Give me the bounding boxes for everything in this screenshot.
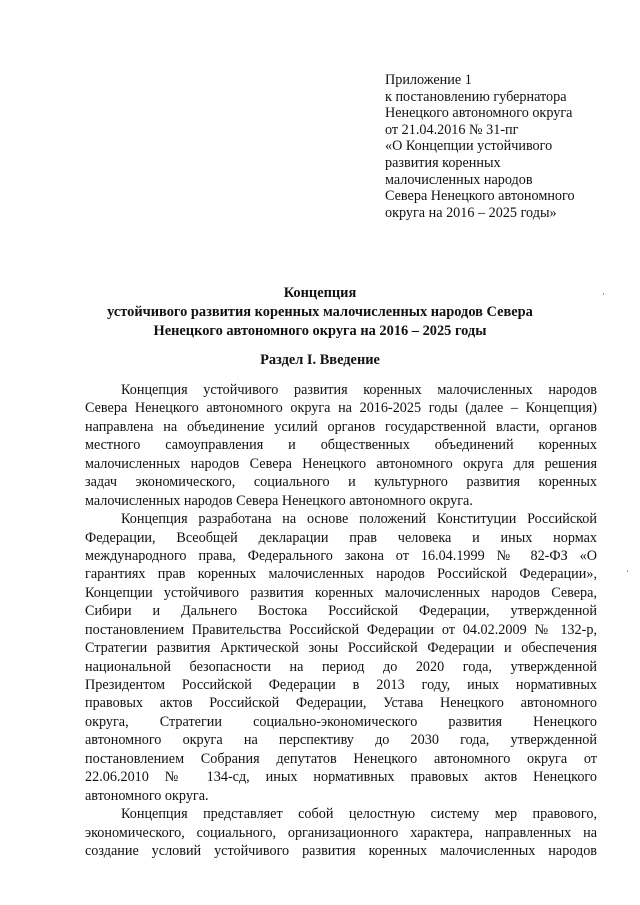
appendix-header [385, 72, 615, 221]
body-line: Сибири и Дальнего Востока Российской Федерации, утвержденной [85, 603, 597, 620]
title-line: Ненецкого автономного округа на 2016 – 2025 годы [153, 323, 487, 339]
body-line: экономического, социального, организационного характера, направленных на [85, 824, 597, 841]
scan-speck [627, 570, 628, 572]
appendix-line: к постановлению губернатора [385, 88, 567, 105]
body-line: автономного округа на перспективу до 2030 года, утвержденной [85, 732, 597, 749]
body-line: автономного округа. [85, 787, 209, 804]
title-line: Концепция [283, 285, 357, 301]
body-line: постановлением Собрания депутатов Ненецкого автономного округа от [85, 750, 597, 767]
appendix-line: Севера Ненецкого автономного [385, 188, 575, 205]
body-line: гарантиях прав коренных малочисленных народов Российской Федерации», [85, 566, 597, 583]
body-line: направлена на объединение усилий органов государственной власти, органов [85, 418, 597, 435]
body-line: постановлением Правительства Российской Федерации от 04.02.2009 № 132-р, [85, 621, 597, 638]
appendix-line: Ненецкого автономного округа [385, 105, 573, 122]
body-line: округа, Стратегии социально-экономического развития Ненецкого [85, 713, 597, 730]
body-line: национальной безопасности на период до 2020 года, утвержденной [85, 658, 597, 675]
body-line: Федерации, Всеобщей декларации прав человека и иных нормах [85, 529, 597, 546]
body-line: Концепции устойчивого развития коренных малочисленных народов Севера, [85, 584, 597, 601]
body-line: малочисленных народов Севера Ненецкого автономного округа для решения [85, 455, 597, 472]
title-line: устойчивого развития коренных малочисленных народов Севера [107, 304, 533, 320]
body-text [85, 381, 597, 860]
document-title [85, 284, 555, 341]
section-heading: Раздел I. Введение [260, 352, 380, 368]
body-line: задач экономического, социального и культурного развития коренных [85, 474, 597, 491]
body-line: Концепция представляет собой целостную систему мер правового, [121, 806, 597, 823]
appendix-line: «О Концепции устойчивого [385, 138, 553, 155]
body-line: Концепция устойчивого развития коренных малочисленных народов [121, 382, 597, 398]
body-line: местного самоуправления и общественных объединений коренных [85, 437, 597, 454]
appendix-line: малочисленных народов [385, 171, 533, 188]
body-line: создание условий устойчивого развития коренных малочисленных народов [85, 842, 597, 859]
body-line: правовых актов Российской Федерации, Устава Ненецкого автономного [85, 695, 597, 712]
appendix-line: округа на 2016 – 2025 годы» [385, 204, 557, 221]
body-line: Концепция разработана на основе положений Конституции Российской [121, 511, 597, 528]
appendix-line: развития коренных [385, 154, 501, 171]
body-line: Севера Ненецкого автономного округа на 2016-2025 годы (далее – Концепция) [85, 400, 597, 417]
body-line: Стратегии развития Арктической зоны Российской Федерации и обеспечения [85, 640, 597, 657]
appendix-line: Приложение 1 [385, 72, 472, 88]
body-line: малочисленных народов Севера Ненецкого автономного округа. [85, 492, 473, 509]
body-line: международного права, Федерального закона от 16.04.1999 № 82-ФЗ «О [85, 547, 597, 564]
appendix-line: от 21.04.2016 № 31-пг [385, 121, 519, 138]
scan-speck [603, 293, 604, 295]
body-line: 22.06.2010 № 134-сд, иных нормативных правовых актов Ненецкого [85, 769, 597, 786]
body-line: Президентом Российской Федерации в 2013 году, иных нормативных [85, 677, 597, 693]
